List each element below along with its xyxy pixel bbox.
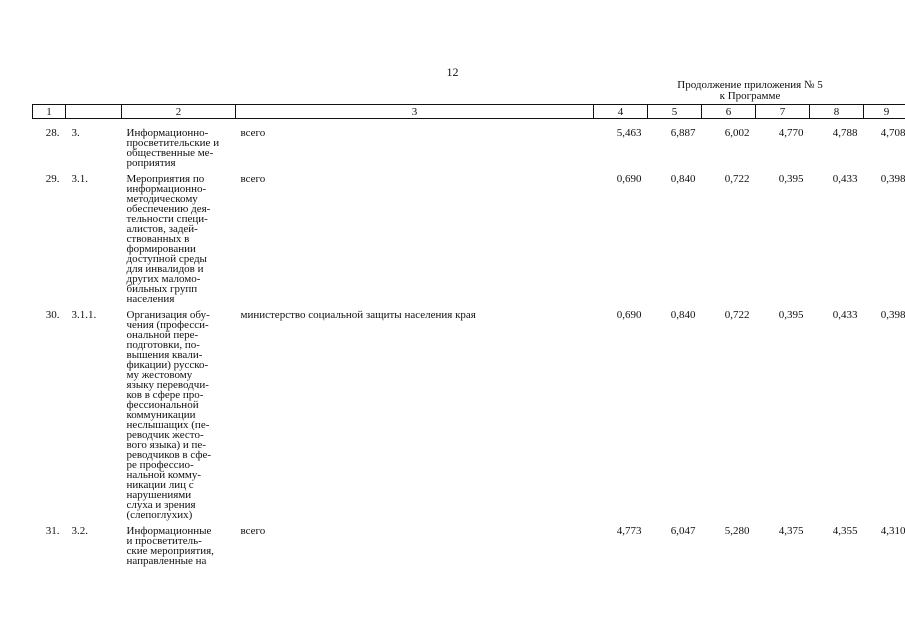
row-name-line: реводчик жесто- xyxy=(126,429,204,441)
row-value: 4,708 xyxy=(880,127,905,139)
row-name-line: языку переводчи- xyxy=(126,379,209,391)
row-number: 30. xyxy=(45,309,60,321)
row-name-line: реводчиков в сфе- xyxy=(126,449,212,461)
row-name-line: просветительские и xyxy=(126,137,220,149)
row-name xyxy=(122,168,236,304)
row-value: 0,395 xyxy=(778,173,804,185)
row-code: 3.2. xyxy=(71,525,88,537)
row-name-line: вышения квали- xyxy=(126,349,203,361)
row-name xyxy=(122,119,236,169)
row-name-line: ские мероприятия, xyxy=(126,545,214,557)
row-name-line: ональной пере- xyxy=(126,329,199,341)
row-value: 0,398 xyxy=(880,309,905,321)
table-row xyxy=(33,119,905,169)
row-name-line: ствованных в xyxy=(126,233,190,245)
table-row xyxy=(33,304,905,520)
row-value: 5,463 xyxy=(616,127,642,139)
row-value: 6,887 xyxy=(670,127,696,139)
column-number-header xyxy=(33,105,905,119)
row-name-line: направленные на xyxy=(126,555,207,567)
row-name-line: чения (професси- xyxy=(126,319,209,331)
row-name-line: ков в сфере про- xyxy=(126,389,204,401)
row-value: 4,770 xyxy=(778,127,804,139)
row-name xyxy=(122,520,236,566)
appendix-note-line2: к Программе xyxy=(719,90,781,102)
row-value: 4,788 xyxy=(832,127,858,139)
row-value: 4,310 xyxy=(880,525,905,537)
header-cell: 1 xyxy=(33,105,66,119)
row-name-line: Мероприятия по xyxy=(126,173,205,185)
program-table xyxy=(32,104,905,566)
row-name-line: вого языка) и пе- xyxy=(126,439,206,451)
row-value: 0,840 xyxy=(670,173,696,185)
row-name-line: населения xyxy=(126,293,175,305)
row-value: 4,773 xyxy=(616,525,642,537)
row-name-line: подготовки, по- xyxy=(126,339,200,351)
row-name-line: му жестовому xyxy=(126,369,193,381)
header-cell: 7 xyxy=(756,105,810,119)
header-cell: 8 xyxy=(810,105,864,119)
row-name-line: коммуникации xyxy=(126,409,196,421)
row-name-line: фикации) русско- xyxy=(126,359,209,371)
table-row xyxy=(33,168,905,304)
row-number: 28. xyxy=(45,127,60,139)
row-number: 31. xyxy=(45,525,60,537)
row-value: 4,355 xyxy=(832,525,858,537)
row-name-line: других маломо- xyxy=(126,273,201,285)
row-value: 0,722 xyxy=(724,309,750,321)
row-name-line: алистов, задей- xyxy=(126,223,198,235)
row-name-line: бильных групп xyxy=(126,283,198,295)
appendix-note xyxy=(650,80,850,102)
row-name-line: для инвалидов и xyxy=(126,263,204,275)
row-number: 29. xyxy=(45,173,60,185)
row-name-line: фессиональной xyxy=(126,399,199,411)
row-name-line: тельности специ- xyxy=(126,213,208,225)
appendix-note-line1: Продолжение приложения № 5 xyxy=(677,79,823,91)
row-value: 6,002 xyxy=(724,127,750,139)
row-name-line: (слепоглухих) xyxy=(126,509,193,521)
row-name-line: информационно- xyxy=(126,183,207,195)
table-body xyxy=(33,119,905,567)
row-value: 5,280 xyxy=(724,525,750,537)
row-name-line: общественные ме- xyxy=(126,147,214,159)
row-name-line: доступной среды xyxy=(126,253,207,265)
row-name-line: неслышащих (пе- xyxy=(126,419,210,431)
header-cell: 5 xyxy=(648,105,702,119)
header-cell xyxy=(66,105,122,119)
row-value: 0,395 xyxy=(778,309,804,321)
row-value: 4,375 xyxy=(778,525,804,537)
row-name xyxy=(122,304,236,520)
row-name-line: формировании xyxy=(126,243,196,255)
row-executor: всего xyxy=(240,127,266,139)
row-executor: всего xyxy=(240,173,266,185)
header-cell: 4 xyxy=(594,105,648,119)
row-name-line: нарушениями xyxy=(126,489,192,501)
row-value: 0,690 xyxy=(616,173,642,185)
row-value: 0,433 xyxy=(832,173,858,185)
row-code: 3. xyxy=(71,127,80,139)
row-value: 0,433 xyxy=(832,309,858,321)
row-name-line: обеспечению дея- xyxy=(126,203,211,215)
row-name-line: методическому xyxy=(126,193,198,205)
row-value: 0,722 xyxy=(724,173,750,185)
row-name-line: Информационно- xyxy=(126,127,209,139)
header-cell: 2 xyxy=(122,105,236,119)
header-cell: 3 xyxy=(236,105,594,119)
row-name-line: и просветитель- xyxy=(126,535,202,547)
row-name-line: слуха и зрения xyxy=(126,499,196,511)
page-number: 12 xyxy=(446,65,459,79)
row-name-line: нальной комму- xyxy=(126,469,202,481)
row-name-line: Информационные xyxy=(126,525,212,537)
row-code: 3.1.1. xyxy=(71,309,97,321)
header-cell: 6 xyxy=(702,105,756,119)
row-value: 0,690 xyxy=(616,309,642,321)
table-row xyxy=(33,520,905,566)
row-executor: министерство социальной защиты населения края xyxy=(240,309,476,321)
row-code: 3.1. xyxy=(71,173,88,185)
row-value: 6,047 xyxy=(670,525,696,537)
row-name-line: ре профессио- xyxy=(126,459,194,471)
row-name-line: Организация обу- xyxy=(126,309,210,321)
row-value: 0,398 xyxy=(880,173,905,185)
header-cell: 9 xyxy=(864,105,905,119)
row-executor: всего xyxy=(240,525,266,537)
row-name-line: никации лиц с xyxy=(126,479,194,491)
row-value: 0,840 xyxy=(670,309,696,321)
row-name-line: роприятия xyxy=(126,157,176,169)
